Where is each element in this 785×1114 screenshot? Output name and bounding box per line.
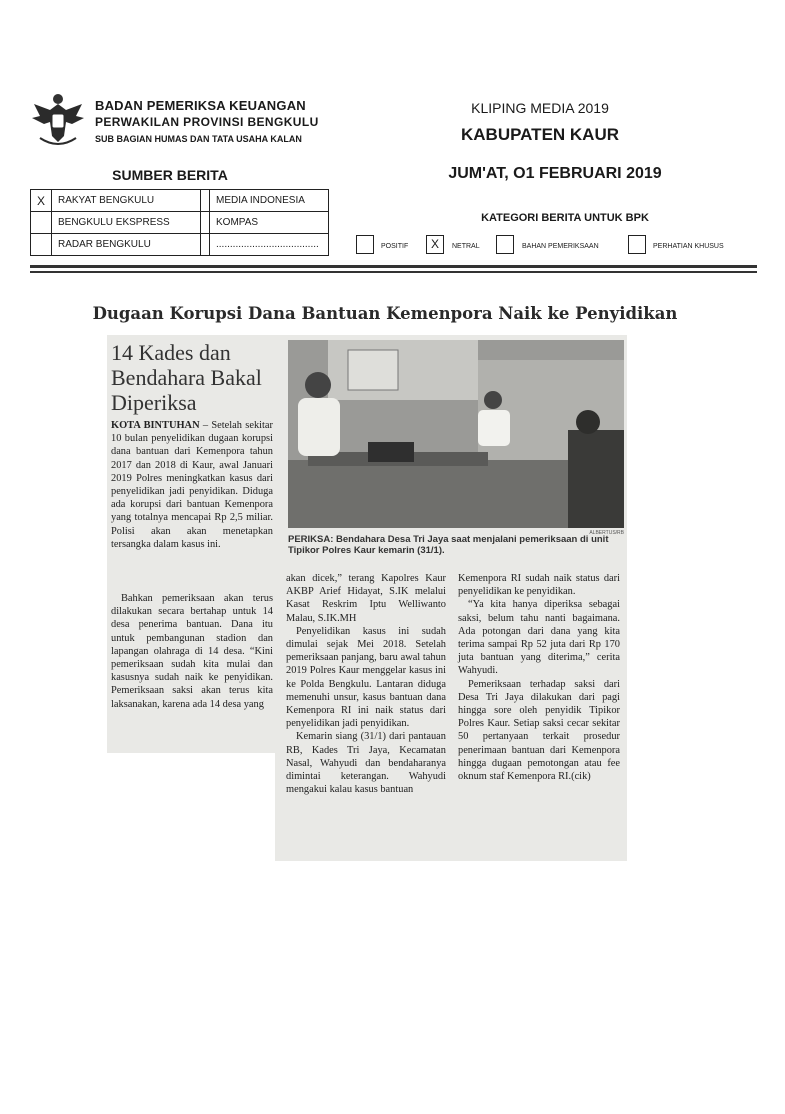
article-paragraph: Kemarin siang (31/1) dari pantauan RB, Kades Tri Jaya, Kecamatan Nasal, Wahyudi dan bendaharanya dimintai keterangan. Wahyudi mengakui kalau kasus bantuan [286, 731, 446, 796]
article-column-2 [286, 572, 446, 796]
org-division: SUB BAGIAN HUMAS DAN TATA USAHA KALAN [95, 134, 302, 144]
article-paragraph: Pemeriksaan terhadap saksi dari Desa Tri Jaya dilakukan dari pagi hingga sore oleh penyidik Tipikor Polres Kaur. Setiap saksi cecar sekitar 50 pertanyaan terkait prosedur penerimaan bantuan dari Kemenpora hingga dugaan pemotongan atau fee oknum staf Kemenpora RI.(cik) [458, 678, 620, 783]
source-table [30, 189, 329, 256]
header-rule [30, 265, 757, 268]
source-mark [201, 190, 210, 212]
kategori-title: KATEGORI BERITA UNTUK BPK [481, 212, 649, 224]
kategori-checkbox-netral: X [426, 235, 444, 254]
kategori-checkbox-bahan [496, 235, 514, 254]
office-scene-image [288, 340, 624, 528]
source-name: BENGKULU EKSPRESS [52, 212, 201, 234]
kategori-label-netral: NETRAL [452, 243, 480, 250]
clipping-date: JUM'AT, O1 FEBRUARI 2019 [448, 165, 662, 182]
garuda-emblem-icon [30, 90, 86, 150]
source-mark [201, 212, 210, 234]
photo-caption: PERIKSA: Bendahara Desa Tri Jaya saat menjalani pemeriksaan di unit Tipikor Polres Kaur kemarin (31/1). [288, 534, 609, 556]
article-column-1-continued [111, 592, 273, 711]
kategori-options [356, 235, 756, 257]
source-name: ..................................... [210, 234, 329, 256]
source-row [31, 212, 329, 234]
clipping-cutout [107, 753, 275, 863]
sumber-title: SUMBER BERITA [112, 167, 228, 183]
article-paragraph: Bahkan pemeriksaan akan terus dilakukan secara bertahap untuk 14 desa penerima bantuan. Dana itu untuk pembangunan stadion dan lapangan olahraga di 14 desa. “Kini pemeriksaan sudah kita mulai dan kasusnya sudah naik ke penyidikan. Pemeriksaan saksi akan terus kita laksanakan, karena ada 14 desa yang [111, 593, 273, 710]
article-paragraph: akan dicek,” terang Kapolres Kaur AKBP Arief Hidayat, S.IK melalui Kasat Reskrim Iptu Welliwanto Malau, S.IK.MH [286, 573, 446, 624]
org-subname: PERWAKILAN PROVINSI BENGKULU [95, 115, 319, 129]
kliping-label: KLIPING MEDIA 2019 [471, 100, 609, 116]
source-name: MEDIA INDONESIA [210, 190, 329, 212]
source-mark [31, 212, 52, 234]
source-name: KOMPAS [210, 212, 329, 234]
kategori-label-bahan: BAHAN PEMERIKSAAN [522, 243, 599, 250]
source-mark: X [31, 190, 52, 212]
dateline: KOTA BINTUHAN [111, 420, 200, 431]
article-column-1 [111, 419, 273, 551]
kategori-label-perhatian: PERHATIAN KHUSUS [653, 243, 724, 250]
source-mark [31, 234, 52, 256]
kategori-checkbox-perhatian [628, 235, 646, 254]
source-row [31, 190, 329, 212]
photo-credit: ALBERTUS/RB [589, 530, 624, 536]
kabupaten-label: KABUPATEN KAUR [460, 125, 620, 144]
article-paragraph: Kemenpora RI sudah naik status dari penyelidikan ke penyidikan. [458, 573, 620, 598]
header-rule [30, 271, 757, 273]
kategori-label-positif: POSITIF [381, 243, 409, 250]
kategori-checkbox-positif [356, 235, 374, 254]
article-column-3 [458, 572, 620, 783]
article-paragraph: “Ya kita hanya diperiksa sebagai saksi, belum tahu nanti bagaimana. Ada potongan dari dana yang kita terima sampai Rp 52 juta dari Rp 170 juta bantuan yang diterima,” cerita Wahyudi. [458, 599, 620, 677]
article-paragraph: Penyelidikan kasus ini sudah dimulai sejak Mei 2018. Setelah pemeriksaan panjang, baru awal tahun 2019 Polres Kaur menggelar kasus ini ke Polda Bengkulu. Lantaran diduga memenuhi unsur, kasus bantuan dana Kemenpora RI ini naik status dari penyelidikan jadi penyidikan. [286, 625, 446, 730]
article-photo [288, 340, 624, 528]
source-name: RAKYAT BENGKULU [52, 190, 201, 212]
source-mark [201, 234, 210, 256]
source-name: RADAR BENGKULU [52, 234, 201, 256]
article-title: 14 Kades dan Bendahara Bakal Diperiksa [111, 340, 262, 415]
article-headline: Dugaan Korupsi Dana Bantuan Kemenpora Naik ke Penyidikan [92, 304, 678, 323]
org-name: BADAN PEMERIKSA KEUANGAN [95, 98, 306, 113]
article-paragraph: – Setelah sekitar 10 bulan penyelidikan dugaan korupsi dana bantuan dari Kemenpora tahun 2017 dan 2018 di Kaur, awal Januari 2019 Polres meningkatkan kasus dari penyelidikan jadi penyidikan. Diduga ada korupsi dari bantuan Kemenpora yang totalnya mencapai Rp 2,5 miliar. Polisi akan akan menetapkan tersangka dalam kasus ini. [111, 420, 273, 550]
source-row [31, 234, 329, 256]
